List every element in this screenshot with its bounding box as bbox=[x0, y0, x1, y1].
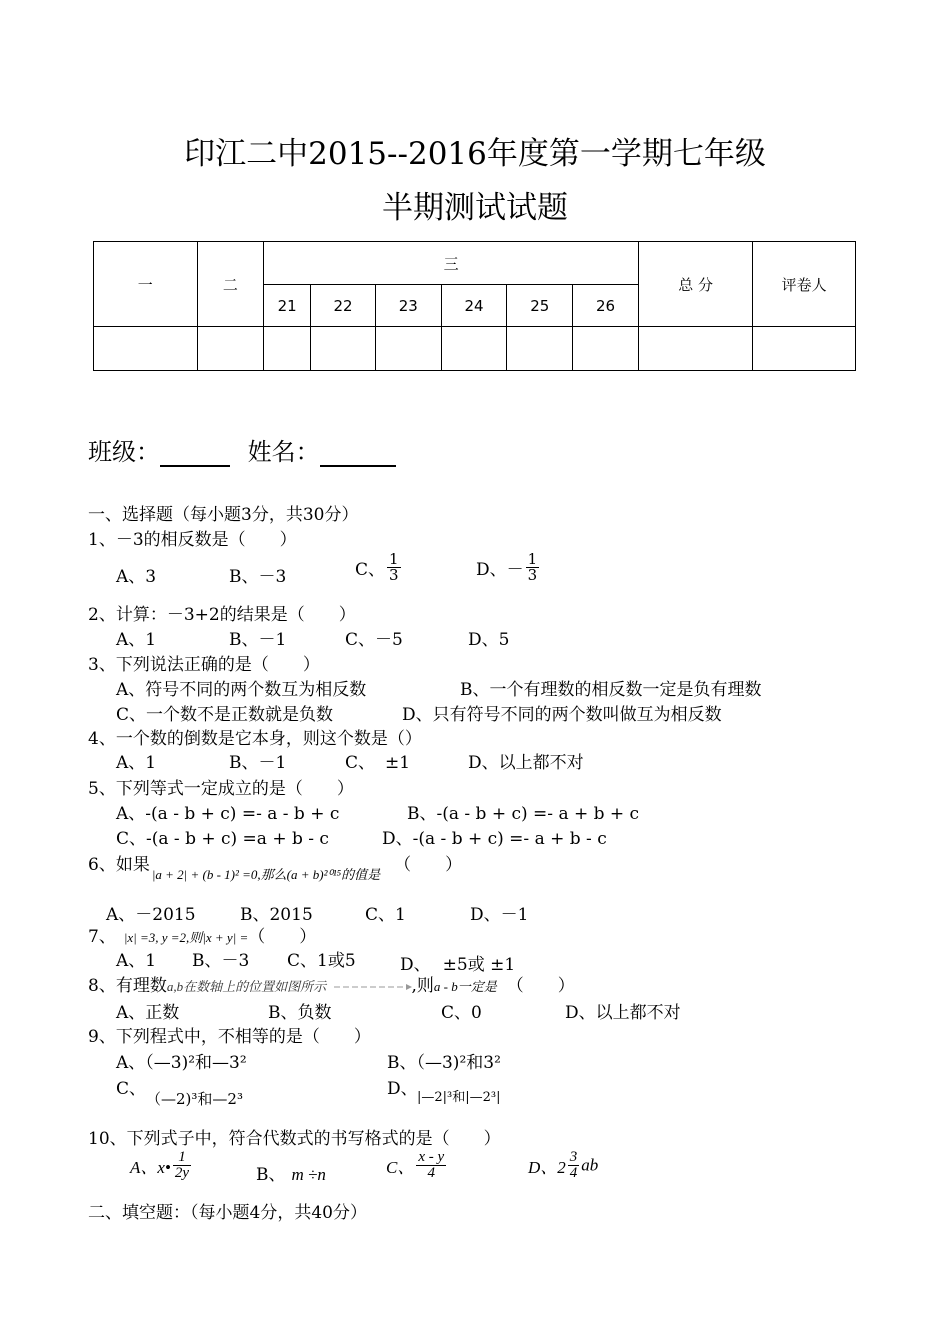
q1-option-a: A、3 bbox=[116, 567, 157, 587]
sub-col-26: 26 bbox=[573, 285, 639, 327]
sub-col-21: 21 bbox=[264, 285, 311, 327]
score-cell[interactable] bbox=[94, 327, 198, 371]
q6-expression: |a + 2| + (b - 1)² =0,那么(a + b)²⁰¹⁵的值是 bbox=[151, 867, 381, 882]
student-info bbox=[88, 432, 396, 467]
q3-option-d: D、只有符号不同的两个数叫做互为相反数 bbox=[402, 705, 722, 725]
q9-option-c-label: C、 bbox=[116, 1079, 147, 1099]
q6-option-d: D、－1 bbox=[470, 905, 529, 925]
q1-option-b: B、－3 bbox=[229, 567, 287, 587]
q4-option-c: C、 ±1 bbox=[345, 753, 411, 773]
col-total: 总 分 bbox=[638, 242, 752, 327]
exam-subtitle: 半期测试试题 bbox=[382, 190, 568, 226]
q7-option-d: D、 ±5或 ±1 bbox=[400, 955, 516, 975]
q2-option-a: A、1 bbox=[116, 630, 157, 650]
sub-col-22: 22 bbox=[311, 285, 376, 327]
sub-col-24: 24 bbox=[441, 285, 507, 327]
col-three: 三 bbox=[264, 242, 639, 285]
q10-stem: 10、下列式子中，符合代数式的书写格式的是（ ） bbox=[88, 1129, 501, 1149]
q9-option-b: B、（—3)²和3² bbox=[387, 1053, 501, 1073]
q6-option-b: B、2015 bbox=[240, 905, 313, 925]
q8-option-c: C、0 bbox=[441, 1003, 482, 1023]
q4-option-a: A、1 bbox=[116, 753, 157, 773]
q5-option-d: D、-(a - b + c) =- a + b - c bbox=[382, 829, 607, 849]
q9-option-c: （—2)³和—2³ bbox=[146, 1090, 243, 1108]
q2-option-c: C、－5 bbox=[345, 630, 403, 650]
q2-option-b: B、－1 bbox=[229, 630, 287, 650]
q2-option-d: D、5 bbox=[468, 630, 510, 650]
class-blank[interactable] bbox=[160, 441, 230, 467]
q8-stem: 8、有理数a,b在数轴上的位置如图所示 ,则a - b一定是 （ ） bbox=[88, 976, 575, 996]
q5-stem: 5、下列等式一定成立的是（ ） bbox=[88, 779, 354, 799]
q7-option-b: B、－3 bbox=[192, 951, 250, 971]
q5-option-c: C、-(a - b + c) =a + b - c bbox=[116, 829, 329, 849]
q6-stem: 6、如果 |a + 2| + (b - 1)² =0,那么(a + b)²⁰¹⁵的值是 （ ） bbox=[88, 855, 463, 882]
col-grader: 评卷人 bbox=[753, 242, 856, 327]
q10-option-c: C、 $\frac{x - y}{4}$ bbox=[386, 1149, 445, 1181]
q6-option-c: C、1 bbox=[365, 905, 406, 925]
sub-col-25: 25 bbox=[507, 285, 573, 327]
sub-col-23: 23 bbox=[375, 285, 441, 327]
score-cell[interactable] bbox=[638, 327, 752, 371]
class-label: 班级： bbox=[88, 438, 160, 466]
section1-heading: 一、选择题（每小题3分，共30分） bbox=[88, 505, 359, 525]
q7-option-c: C、1或5 bbox=[287, 951, 356, 971]
name-label: 姓名： bbox=[247, 438, 320, 466]
q10-option-a: A、x• $\frac{1}{2y}$ bbox=[130, 1149, 190, 1181]
q7-option-a: A、1 bbox=[116, 951, 157, 971]
q9-option-a: A、（—3)²和—3² bbox=[116, 1053, 247, 1073]
score-table bbox=[93, 241, 856, 371]
q1-option-c: C、 $\frac{1}{3}$ bbox=[355, 550, 399, 584]
q3-option-c: C、一个数不是正数就是负数 bbox=[116, 705, 334, 725]
q3-option-b: B、一个有理数的相反数一定是负有理数 bbox=[460, 680, 762, 700]
score-cell[interactable] bbox=[311, 327, 376, 371]
score-cell[interactable] bbox=[753, 327, 856, 371]
exam-title: 印江二中2015--2016年度第一学期七年级 bbox=[184, 136, 766, 172]
score-cell[interactable] bbox=[573, 327, 639, 371]
q3-option-a: A、符号不同的两个数互为相反数 bbox=[116, 680, 367, 700]
section2-heading: 二、填空题：（每小题4分，共40分） bbox=[88, 1203, 367, 1223]
q4-option-d: D、以上都不对 bbox=[468, 753, 584, 773]
q4-stem: 4、一个数的倒数是它本身，则这个数是（） bbox=[88, 729, 422, 749]
q3-stem: 3、下列说法正确的是（ ） bbox=[88, 655, 320, 675]
q9-stem: 9、下列程式中，不相等的是（ ） bbox=[88, 1027, 371, 1047]
score-cell[interactable] bbox=[264, 327, 311, 371]
col-two: 二 bbox=[197, 242, 264, 327]
q10-option-b: B、 m ÷n bbox=[256, 1165, 326, 1185]
score-cell[interactable] bbox=[197, 327, 264, 371]
col-one: 一 bbox=[94, 242, 198, 327]
q8-option-a: A、正数 bbox=[116, 1003, 180, 1023]
q8-option-d: D、以上都不对 bbox=[565, 1003, 681, 1023]
score-cell[interactable] bbox=[507, 327, 573, 371]
q5-option-b: B、-(a - b + c) =- a + b + c bbox=[407, 804, 640, 824]
q2-stem: 2、计算：－3+2的结果是（ ） bbox=[88, 605, 356, 625]
q10-option-d: D、2 $\frac{3}{4}$ ab bbox=[528, 1149, 599, 1181]
q1-stem: 1、－3的相反数是（ ） bbox=[88, 530, 297, 550]
q4-option-b: B、－1 bbox=[229, 753, 287, 773]
score-cell[interactable] bbox=[441, 327, 507, 371]
q1-option-d: D、－ $\frac{1}{3}$ bbox=[476, 550, 538, 584]
score-cell[interactable] bbox=[375, 327, 441, 371]
q8-option-b: B、负数 bbox=[268, 1003, 332, 1023]
name-blank[interactable] bbox=[320, 441, 396, 467]
q5-option-a: A、-(a - b + c) =- a - b + c bbox=[116, 804, 340, 824]
q6-option-a: A、－2015 bbox=[106, 905, 196, 925]
q7-expression: |x| =3, y =2,则|x + y| = bbox=[123, 930, 249, 945]
q9-option-d-label: D、 bbox=[387, 1079, 418, 1099]
q9-option-d: |—2|³和|—2³| bbox=[417, 1090, 501, 1105]
q7-stem: 7、 |x| =3, y =2,则|x + y| =（ ） bbox=[88, 927, 317, 947]
number-line-figure bbox=[332, 980, 412, 994]
